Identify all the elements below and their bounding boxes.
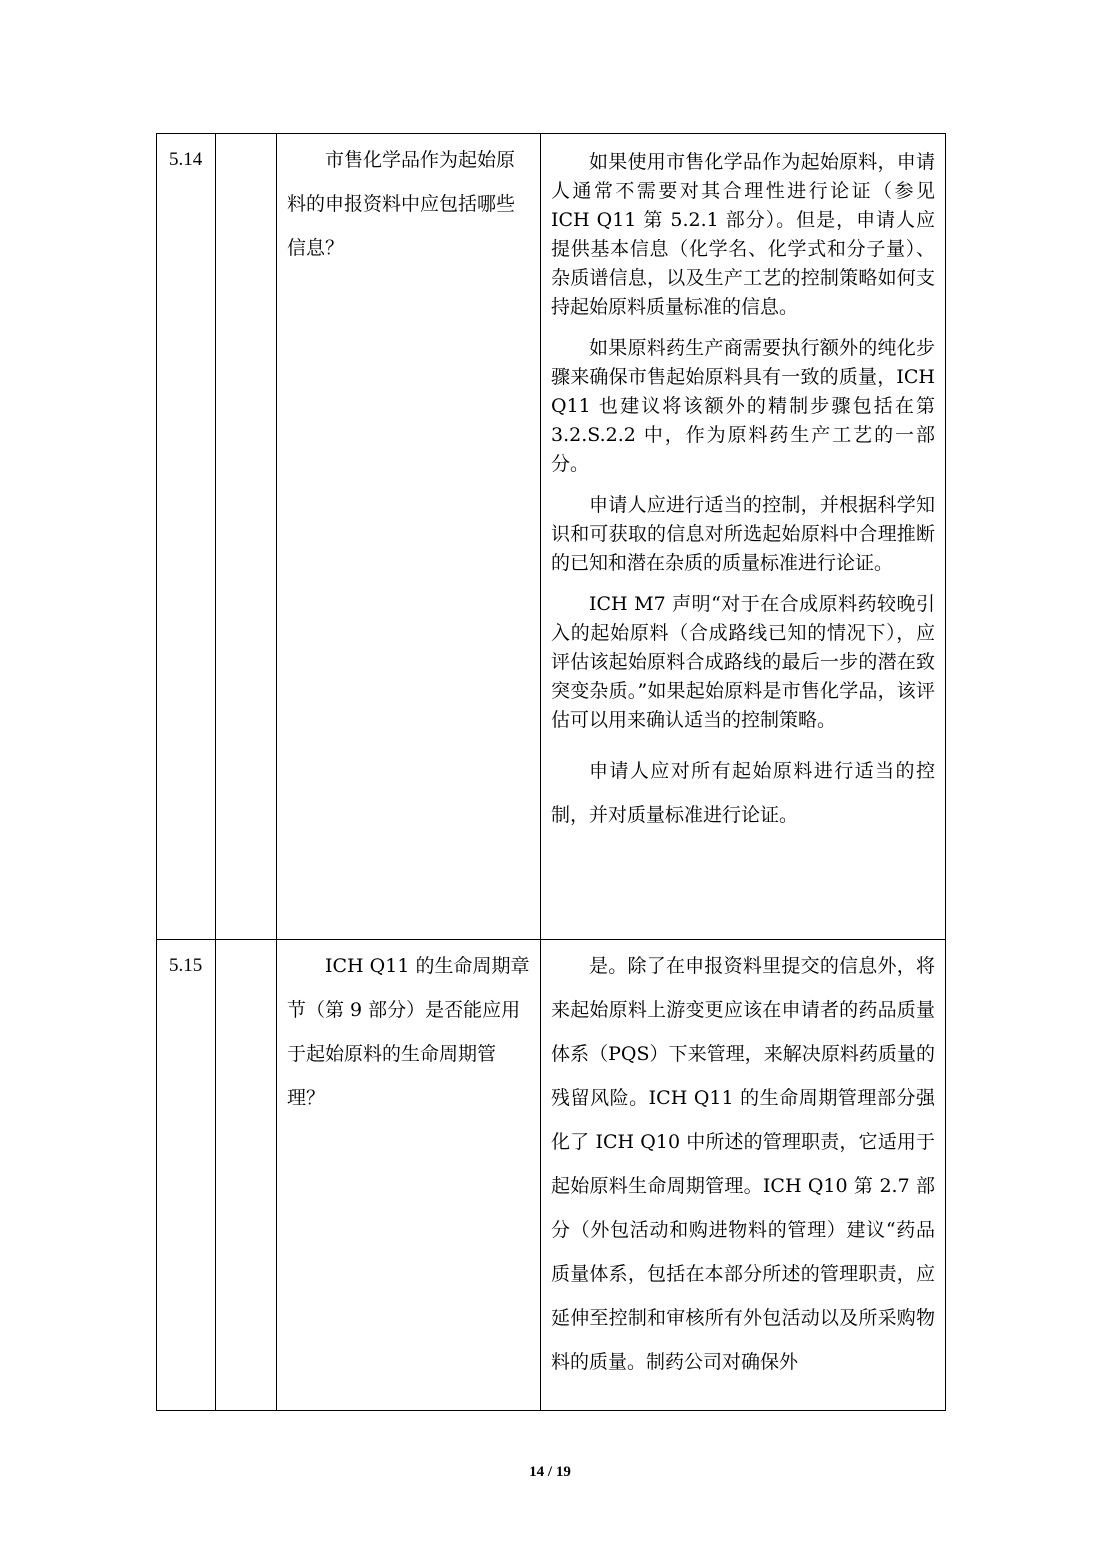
answer-cell (541, 940, 946, 1411)
answer-paragraph: ICH M7 声明“对于在合成原料药较晚引入的起始原料（合成路线已知的情况下），应评估该起始原料合成路线的最后一步的潜在致突变杂质。”如果起始原料是市售化学品，该评估可以用来确认适当的控制策略。 (551, 593, 935, 731)
answer-paragraph: 如果使用市售化学品作为起始原料，申请人通常不需要对其合理性进行论证（参见 ICH Q11 第 5.2.1 部分）。但是，申请人应提供基本信息（化学名、化学式和分子量）、杂质谱信息，以及生产工艺的控制策略如何支持起始原料质量标准的信息。 (551, 151, 935, 318)
answer-paragraph: 是。除了在申报资料里提交的信息外，将来起始原料上游变更应该在申请者的药品质量体系（PQS）下来管理，来解决原料药质量的残留风险。ICH Q11 的生命周期管理部分强化了 ICH Q10 中所述的管理职责，它适用于起始原料生命周期管理。ICH Q10 第 2.7 部分（外包活动和购进物料的管理）建议“药品质量体系，包括在本部分所述的管理职责，应延伸至控制和审核所有外包活动以及所采购物料的质量。制药公司对确保外 (551, 955, 935, 1373)
page-number: 14 / 19 (529, 1464, 571, 1480)
row-number: 5.15 (157, 940, 216, 1411)
blank-cell (216, 134, 277, 940)
answer-cell (541, 134, 946, 940)
answer-paragraph: 如果原料药生产商需要执行额外的纯化步骤来确保市售起始原料具有一致的质量，ICH Q11 也建议将该额外的精制步骤包括在第 3.2.S.2.2 中，作为原料药生产工艺的一部分。 (551, 337, 935, 475)
answer-paragraph: 申请人应进行适当的控制，并根据科学知识和可获取的信息对所选起始原料中合理推断的已知和潜在杂质的质量标准进行论证。 (551, 494, 935, 574)
answer-paragraph: 申请人应对所有起始原料进行适当的控制，并对质量标准进行论证。 (551, 760, 935, 826)
blank-cell (216, 940, 277, 1411)
qa-table (156, 133, 946, 1411)
table-row (157, 940, 946, 1411)
table-row (157, 134, 946, 940)
question-cell: 市售化学品作为起始原料的申报资料中应包括哪些信息？ (277, 134, 541, 940)
question-cell: ICH Q11 的生命周期章节（第 9 部分）是否能应用于起始原料的生命周期管理？ (277, 940, 541, 1411)
row-number: 5.14 (157, 134, 216, 940)
